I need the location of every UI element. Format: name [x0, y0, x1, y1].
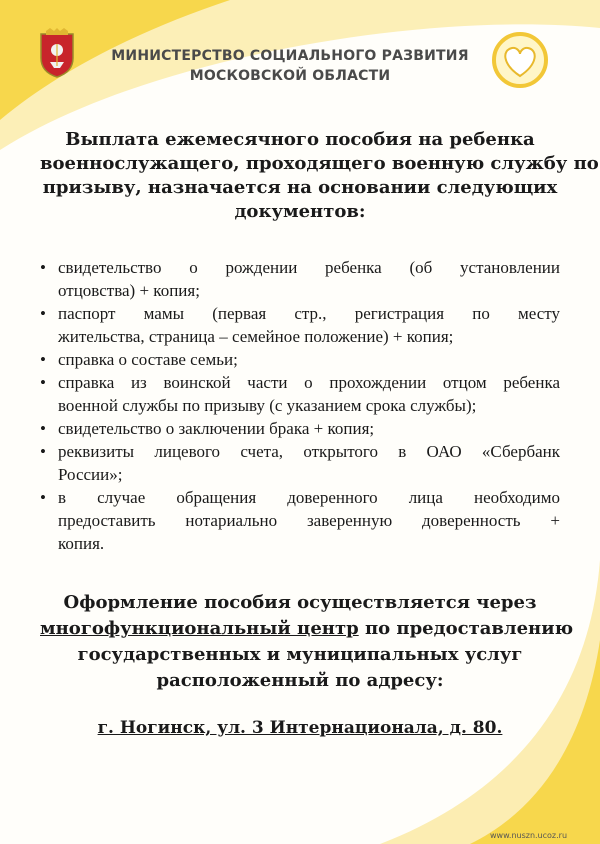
title-line-4: документов: [234, 201, 366, 222]
bullet-icon: • [40, 488, 46, 507]
list-item-line: жительства, страница – семейное положение) + копия; [58, 327, 454, 346]
ministry-name [100, 46, 480, 86]
bullet-icon: • [40, 350, 46, 369]
footer-line-4: расположенный по адресу: [156, 670, 444, 691]
mfc-underlined-text: многофункциональный центр [40, 618, 359, 639]
list-item-line: справка о составе семьи; [58, 350, 238, 369]
list-item-line: военной службы по призыву (с указанием срока службы); [58, 396, 477, 415]
header [0, 0, 600, 110]
list-item [38, 440, 560, 486]
footer-line-3: государственных и муниципальных услуг [77, 644, 523, 665]
list-item [38, 486, 560, 555]
documents-list [38, 256, 560, 555]
list-item-line: справка из воинской части о прохождении отцом ребенка [58, 373, 560, 392]
ministry-line-1: МИНИСТЕРСТВО СОЦИАЛЬНОГО РАЗВИТИЯ [111, 48, 469, 64]
list-item-line: в случае обращения доверенного лица необходимо [58, 488, 560, 507]
bullet-icon: • [40, 304, 46, 323]
title-line-3: призыву, назначается на основании следующих [42, 177, 558, 198]
footer-line-1: Оформление пособия осуществляется через [63, 592, 537, 613]
bullet-icon: • [40, 419, 46, 438]
footer-notice [40, 590, 574, 694]
list-item [38, 371, 560, 417]
list-item-line: паспорт мамы (первая стр., регистрация по месту [58, 304, 560, 323]
footer-line-2 [40, 616, 574, 642]
list-item-line: реквизиты лицевого счета, открытого в ОАО «Сбербанк [58, 442, 560, 461]
ministry-line-2: МОСКОВСКОЙ ОБЛАСТИ [189, 68, 391, 84]
list-item [38, 256, 560, 302]
list-item [38, 417, 560, 440]
title-line-1: Выплата ежемесячного пособия на ребенка [65, 129, 535, 150]
list-item-line: свидетельство о заключении брака + копия; [58, 419, 375, 438]
bullet-icon: • [40, 258, 46, 277]
address: г. Ногинск, ул. 3 Интернационала, д. 80. [97, 718, 503, 738]
list-item-line: предоставить нотариально заверенную доверенность + [58, 511, 560, 530]
moscow-oblast-coat-of-arms-icon [38, 28, 76, 78]
list-item-line: России»; [58, 465, 123, 484]
footer-line-2-rest: по предоставлению [358, 618, 574, 639]
page-title [40, 128, 599, 224]
list-item-line: копия. [58, 534, 105, 553]
title-line-2: военнослужащего, проходящего военную службу по [40, 153, 599, 174]
list-item [38, 348, 560, 371]
list-item-line: отцовства) + копия; [58, 281, 200, 300]
bullet-icon: • [40, 373, 46, 392]
watermark: www.nuszn.ucoz.ru [490, 831, 568, 840]
heart-logo-icon [490, 30, 550, 90]
list-item-line: свидетельство о рождении ребенка (об установлении [58, 258, 560, 277]
list-item [38, 302, 560, 348]
bullet-icon: • [40, 442, 46, 461]
